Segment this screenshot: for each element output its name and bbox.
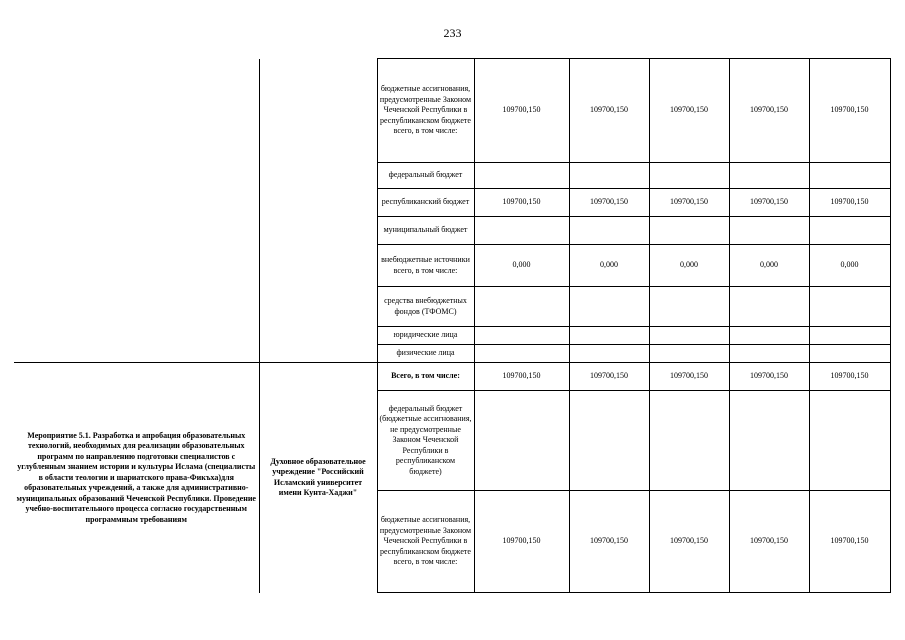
executor-cell-empty bbox=[259, 59, 377, 363]
measure-cell-empty bbox=[14, 59, 259, 363]
measure-executor: Духовное образовательное учреждение "Российский Исламский университет имени Кунта-Хаджи" bbox=[259, 363, 377, 593]
value-cell: 109700,150 bbox=[474, 189, 569, 217]
value-cell bbox=[729, 287, 809, 327]
funding-source: юридические лица bbox=[377, 327, 474, 345]
value-cell: 0,000 bbox=[474, 245, 569, 287]
value-cell: 109700,150 bbox=[649, 59, 729, 163]
value-cell bbox=[809, 345, 890, 363]
value-cell: 109700,150 bbox=[729, 189, 809, 217]
value-cell bbox=[474, 327, 569, 345]
value-cell: 109700,150 bbox=[649, 363, 729, 391]
value-cell bbox=[649, 327, 729, 345]
measure-title: Мероприятие 5.1. Разработка и апробация образовательных технологий, необходимых для реализации образовательных программ по направлению подготовки специалистов с углубленным знанием истории и культуры Ислама (специалисты в области теологии и шариатского права-Фикъха)для образовательных учреждений, а также для административно-муниципальных образований Чеченской Республики. Проведение учебно-воспитательного процесса согласно государственным программным требованиям bbox=[14, 363, 259, 593]
value-cell bbox=[474, 391, 569, 491]
value-cell bbox=[649, 345, 729, 363]
value-cell: 109700,150 bbox=[474, 363, 569, 391]
value-cell bbox=[474, 287, 569, 327]
value-cell bbox=[569, 345, 649, 363]
value-cell: 0,000 bbox=[809, 245, 890, 287]
table-row bbox=[14, 59, 890, 163]
page-number: 233 bbox=[443, 26, 462, 40]
funding-source: бюджетные ассигнования, предусмотренные Законом Чеченской Республики в республиканском бюджете всего, в том числе: bbox=[377, 491, 474, 593]
value-cell: 109700,150 bbox=[474, 59, 569, 163]
value-cell: 109700,150 bbox=[569, 189, 649, 217]
value-cell bbox=[809, 327, 890, 345]
value-cell bbox=[569, 327, 649, 345]
value-cell bbox=[569, 217, 649, 245]
value-cell: 109700,150 bbox=[569, 59, 649, 163]
value-cell bbox=[474, 217, 569, 245]
funding-source: физические лица bbox=[377, 345, 474, 363]
funding-source: муниципальный бюджет bbox=[377, 217, 474, 245]
value-cell bbox=[729, 217, 809, 245]
value-cell: 109700,150 bbox=[809, 491, 890, 593]
value-cell bbox=[729, 391, 809, 491]
value-cell: 0,000 bbox=[649, 245, 729, 287]
value-cell bbox=[809, 391, 890, 491]
value-cell: 109700,150 bbox=[729, 491, 809, 593]
table-row bbox=[14, 363, 890, 391]
value-cell bbox=[569, 391, 649, 491]
funding-source: Всего, в том числе: bbox=[377, 363, 474, 391]
funding-source: бюджетные ассигнования, предусмотренные Законом Чеченской Республики в республиканском бюджете всего, в том числе: bbox=[377, 59, 474, 163]
value-cell: 109700,150 bbox=[649, 491, 729, 593]
value-cell: 0,000 bbox=[729, 245, 809, 287]
value-cell bbox=[649, 391, 729, 491]
value-cell: 109700,150 bbox=[729, 363, 809, 391]
value-cell bbox=[474, 163, 569, 189]
value-cell: 109700,150 bbox=[649, 189, 729, 217]
value-cell: 109700,150 bbox=[729, 59, 809, 163]
value-cell: 109700,150 bbox=[809, 189, 890, 217]
value-cell bbox=[649, 163, 729, 189]
value-cell bbox=[569, 287, 649, 327]
value-cell: 109700,150 bbox=[569, 491, 649, 593]
funding-source: внебюджетные источники всего, в том числе: bbox=[377, 245, 474, 287]
value-cell: 109700,150 bbox=[569, 363, 649, 391]
funding-source: федеральный бюджет bbox=[377, 163, 474, 189]
budget-table bbox=[14, 58, 891, 593]
funding-source: федеральный бюджет (бюджетные ассигнования, не предусмотренные Законом Чеченской Республики в республиканском бюджете) bbox=[377, 391, 474, 491]
value-cell bbox=[809, 163, 890, 189]
value-cell bbox=[729, 163, 809, 189]
value-cell bbox=[569, 163, 649, 189]
value-cell bbox=[649, 217, 729, 245]
value-cell: 109700,150 bbox=[809, 363, 890, 391]
value-cell bbox=[649, 287, 729, 327]
value-cell: 109700,150 bbox=[474, 491, 569, 593]
value-cell bbox=[474, 345, 569, 363]
value-cell bbox=[809, 287, 890, 327]
value-cell bbox=[809, 217, 890, 245]
value-cell bbox=[729, 327, 809, 345]
value-cell: 109700,150 bbox=[809, 59, 890, 163]
funding-source: республиканский бюджет bbox=[377, 189, 474, 217]
value-cell: 0,000 bbox=[569, 245, 649, 287]
value-cell bbox=[729, 345, 809, 363]
funding-source: средства внебюджетных фондов (ТФОМС) bbox=[377, 287, 474, 327]
